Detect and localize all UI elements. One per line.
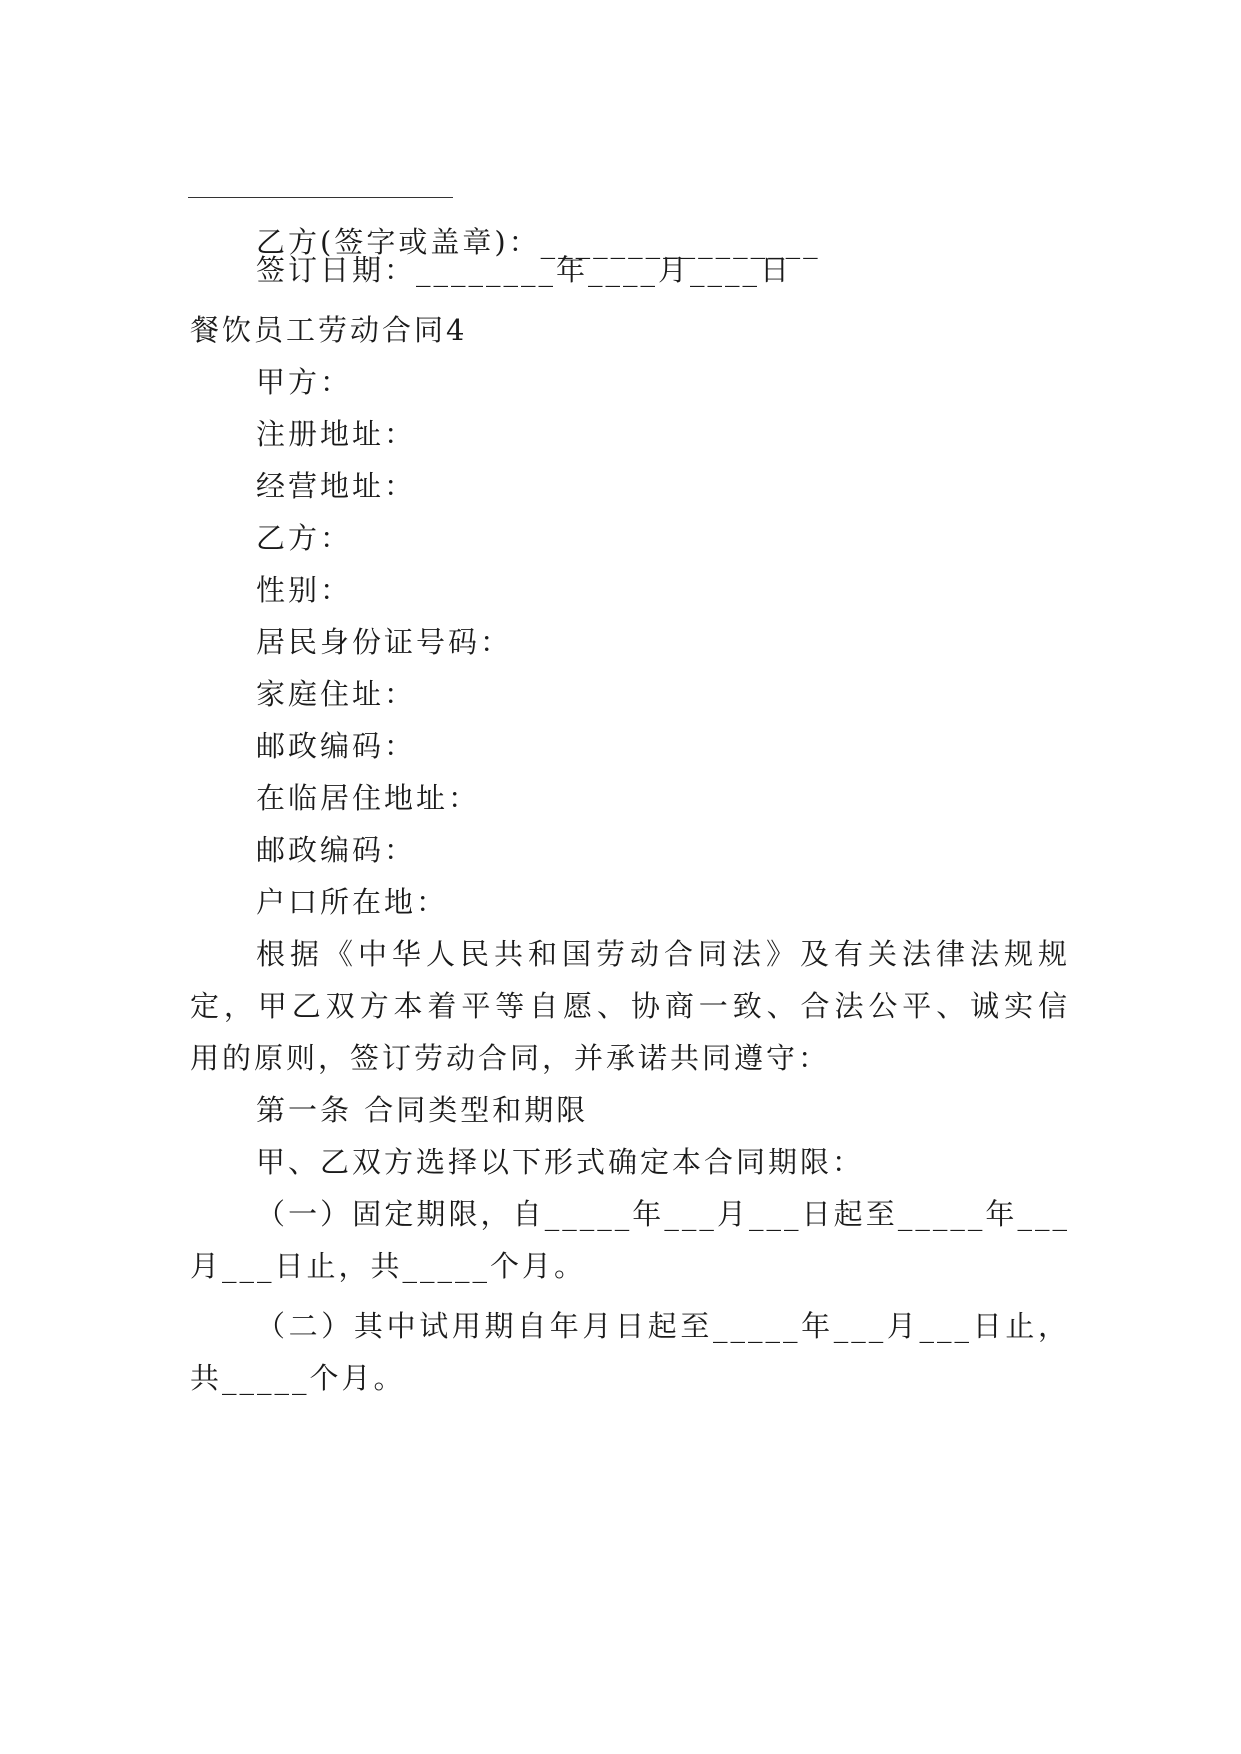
- party-a-field: 甲方：: [256, 365, 353, 399]
- paragraph-line: 用的原则，签订劳动合同，并承诺共同遵守：: [190, 1041, 831, 1075]
- article-heading: 第一条 合同类型和期限: [256, 1093, 589, 1127]
- temporary-address-field: 在临居住地址：: [256, 781, 481, 815]
- registered-address-field: 注册地址：: [256, 417, 417, 451]
- home-address-field: 家庭住址：: [256, 677, 417, 711]
- hukou-location-field: 户口所在地：: [256, 885, 449, 919]
- party-b-signature: 乙方(签字或盖章)：________________: [256, 225, 821, 259]
- paragraph-line: 定，甲乙双方本着平等自愿、协商一致、合法公平、诚实信: [190, 989, 1070, 1023]
- paragraph-line: 月___日止，共_____个月。: [190, 1249, 587, 1283]
- business-address-field: 经营地址：: [256, 469, 417, 503]
- paragraph-line: （一）固定期限，自_____年___月___日起至_____年___: [256, 1197, 1070, 1231]
- gender-field: 性别：: [256, 573, 353, 607]
- paragraph-line: 甲、乙双方选择以下形式确定本合同期限：: [256, 1145, 865, 1179]
- signature-line: [188, 197, 453, 198]
- contract-title: 餐饮员工劳动合同4: [190, 313, 468, 347]
- party-b-field: 乙方：: [256, 521, 353, 555]
- postal-code-field: 邮政编码：: [256, 729, 417, 763]
- paragraph-line: 根据《中华人民共和国劳动合同法》及有关法律法规规: [256, 937, 1070, 971]
- paragraph-line: 共_____个月。: [190, 1361, 406, 1395]
- postal-code-field-2: 邮政编码：: [256, 833, 417, 867]
- id-number-field: 居民身份证号码：: [256, 625, 513, 659]
- signing-date: 签订日期：________年____月____日: [256, 253, 793, 287]
- paragraph-line: （二）其中试用期自年月日起至_____年___月___日止，: [256, 1309, 1070, 1343]
